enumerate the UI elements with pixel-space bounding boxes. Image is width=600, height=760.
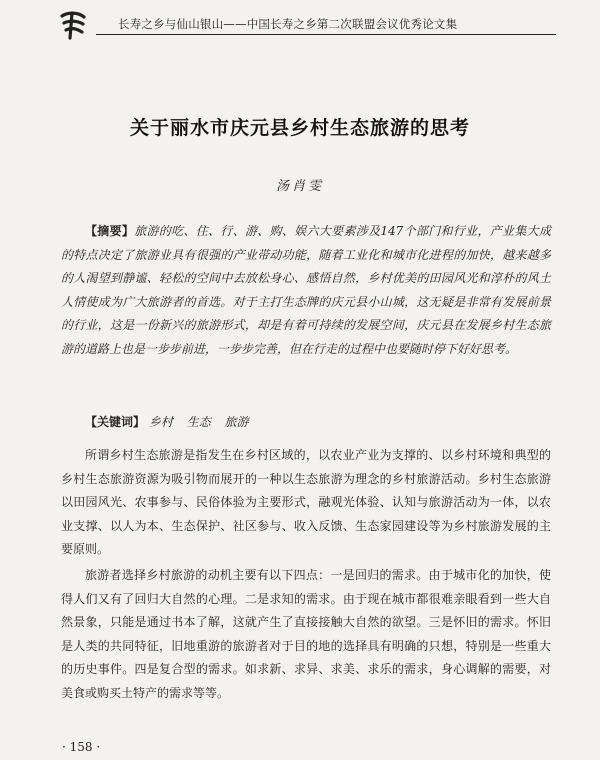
running-header: [0, 0, 600, 46]
abstract: [61, 220, 551, 361]
keyword: 乡村: [148, 415, 173, 429]
running-title: 长寿之乡与仙山银山——中国长寿之乡第二次联盟会议优秀论文集: [118, 17, 458, 31]
conference-logo: [58, 10, 88, 40]
keyword: 生态: [186, 415, 211, 429]
keywords: [85, 412, 545, 432]
page-number: · 158 ·: [62, 740, 101, 754]
keyword: 旅游: [224, 415, 249, 429]
keywords-label: 【关键词】: [85, 415, 146, 429]
header-divider: [96, 34, 556, 35]
abstract-label: 【摘要】: [85, 224, 135, 238]
svg-text:寿: 寿: [73, 30, 74, 31]
article-title: 关于丽水市庆元县乡村生态旅游的思考: [129, 117, 470, 139]
article-author: 汤肖雯: [275, 179, 324, 194]
abstract-text: 旅游的吃、住、行、游、购、娱六大要素涉及147个部门和行业，产业集大成的特点决定了旅游业具有很强的产业带动功能，随着工业化和城市化进程的加快，越来越多的人渴望到静谧、轻松的空间中去放松身心、感悟自然，乡村优美的田园风光和淳朴的风土人情使成为广大旅游者的首选。对于主打生态牌的庆元县小山城，这无疑是非常有发展前景的行业，这是一份新兴的旅游形式，却是有着可持续的发展空间，庆元县在发展乡村生态旅游的道路上也是一步步前进，一步步完善，但在行走的过程中也要随时停下好好思考。: [61, 224, 551, 356]
body-paragraph: 旅游者选择乡村旅游的动机主要有以下四点：一是回归的需求。由于城市化的加快，使得人们又有了回归大自然的心理。二是求知的需求。由于现在城市都很难亲眼看到一些大自然景象，只能是通过书本了解，这就产生了直接接触大自然的欲望。三是怀旧的需求。怀旧是人类的共同特征，旧地重游的旅游者对于目的地的选择具有明确的只想，特别是一些重大的历史事件。四是复合型的需求。如求新、求异、求美、求乐的需求，身心调解的需要，对美食或购买土特产的需求等等。: [61, 568, 551, 700]
body-paragraph: 所谓乡村生态旅游是指发生在乡村区域的，以农业产业为支撑的、以乡村环境和典型的乡村生态旅游资源为吸引物而展开的一种以生态旅游为理念的乡村旅游活动。乡村生态旅游以田园风光、农事参与、民俗体验为主要形式，融观光体验、认知与旅游活动为一体，以农业支撑、以人为本、生态保护、社区参与、收入反馈、生态家园建设等为乡村旅游发展的主要原则。: [61, 448, 551, 556]
